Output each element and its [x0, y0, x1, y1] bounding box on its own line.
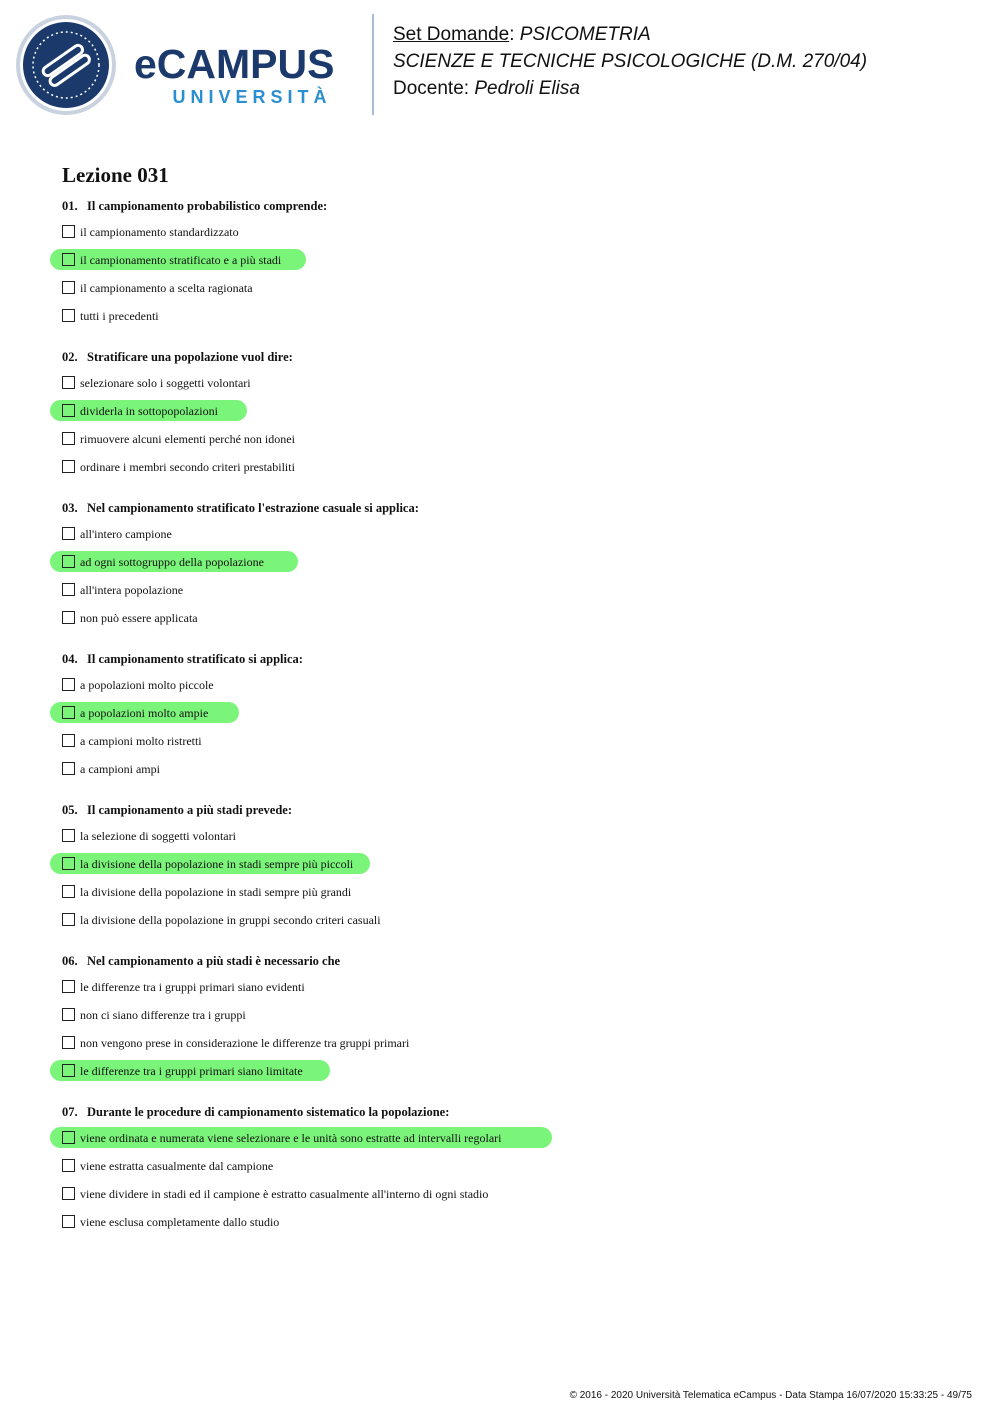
question-text	[62, 349, 942, 365]
question-label: Il campionamento stratificato si applica:	[87, 652, 303, 666]
page-footer: © 2016 - 2020 Università Telematica eCampus - Data Stampa 16/07/2020 15:33:25 - 49/75	[569, 1390, 972, 1401]
answer-checkbox[interactable]	[62, 1008, 75, 1021]
answer-checkbox[interactable]	[62, 734, 75, 747]
answer-checkbox[interactable]	[62, 829, 75, 842]
answer-label: a popolazioni molto ampie	[80, 706, 209, 720]
answer-checkbox[interactable]	[62, 527, 75, 540]
answer-option[interactable]	[62, 857, 942, 885]
answer-label: il campionamento stratificato e a più stadi	[80, 253, 282, 267]
ecampus-seal-icon	[15, 14, 117, 116]
answer-option[interactable]	[62, 309, 942, 337]
answer-option[interactable]	[62, 611, 942, 639]
answer-checkbox[interactable]	[62, 460, 75, 473]
answer-option[interactable]	[62, 734, 942, 762]
answer-label: ordinare i membri secondo criteri prestabiliti	[80, 460, 295, 474]
question-text	[62, 500, 942, 516]
answer-option[interactable]	[62, 253, 942, 281]
answer-option[interactable]	[62, 913, 942, 941]
teacher-label: Docente:	[393, 78, 475, 99]
question-block	[62, 1104, 942, 1243]
answer-checkbox[interactable]	[62, 1159, 75, 1172]
question-number: 05.	[62, 803, 78, 817]
answer-checkbox[interactable]	[62, 885, 75, 898]
question-label: Nel campionamento a più stadi è necessario che	[87, 954, 341, 968]
question-label: Durante le procedure di campionamento sistematico la popolazione:	[87, 1105, 450, 1119]
answer-option[interactable]	[62, 460, 942, 488]
set-separator: :	[509, 24, 520, 45]
answer-option[interactable]	[62, 404, 942, 432]
answer-option[interactable]	[62, 1131, 942, 1159]
answer-option[interactable]	[62, 980, 942, 1008]
answer-label: il campionamento a scelta ragionata	[80, 281, 253, 295]
answer-option[interactable]	[62, 1008, 942, 1036]
answer-option[interactable]	[62, 706, 942, 734]
answer-label: ad ogni sottogruppo della popolazione	[80, 555, 264, 569]
answer-label: viene ordinata e numerata viene selezionare e le unità sono estratte ad intervalli regolari	[80, 1131, 502, 1145]
header-divider	[372, 14, 374, 115]
answer-checkbox[interactable]	[62, 583, 75, 596]
question-number: 02.	[62, 350, 78, 364]
question-label: Il campionamento probabilistico comprende:	[87, 199, 328, 213]
answer-label: a popolazioni molto piccole	[80, 678, 214, 692]
question-label: Il campionamento a più stadi prevede:	[87, 803, 292, 817]
answer-label: non può essere applicata	[80, 611, 198, 625]
answer-checkbox[interactable]	[62, 376, 75, 389]
question-number: 04.	[62, 652, 78, 666]
answer-label: rimuovere alcuni elementi perché non idonei	[80, 432, 295, 446]
teacher-value: Pedroli Elisa	[474, 78, 580, 99]
answer-label: la divisione della popolazione in gruppi secondo criteri casuali	[80, 913, 381, 927]
answer-checkbox[interactable]	[62, 1215, 75, 1228]
answer-label: viene estratta casualmente dal campione	[80, 1159, 274, 1173]
answer-label: la divisione della popolazione in stadi sempre più piccoli	[80, 857, 354, 871]
answer-option[interactable]	[62, 1187, 942, 1215]
answer-label: all'intero campione	[80, 527, 172, 541]
question-number: 06.	[62, 954, 78, 968]
answer-checkbox[interactable]	[62, 225, 75, 238]
answer-checkbox[interactable]	[62, 611, 75, 624]
answer-label: dividerla in sottopopolazioni	[80, 404, 218, 418]
question-block	[62, 802, 942, 941]
question-text	[62, 953, 942, 969]
answer-checkbox[interactable]	[62, 762, 75, 775]
set-value: PSICOMETRIA	[519, 24, 651, 45]
question-label: Stratificare una popolazione vuol dire:	[87, 350, 293, 364]
answer-option[interactable]	[62, 432, 942, 460]
question-text	[62, 651, 942, 667]
answer-option[interactable]	[62, 1215, 942, 1243]
answer-label: viene esclusa completamente dallo studio	[80, 1215, 280, 1229]
question-text	[62, 802, 942, 818]
answer-checkbox[interactable]	[62, 432, 75, 445]
answer-option[interactable]	[62, 885, 942, 913]
question-block	[62, 198, 942, 337]
answer-checkbox[interactable]	[62, 253, 75, 266]
answer-option[interactable]	[62, 583, 942, 611]
answer-checkbox[interactable]	[62, 555, 75, 568]
answer-checkbox[interactable]	[62, 1036, 75, 1049]
answer-label: a campioni molto ristretti	[80, 734, 202, 748]
question-block	[62, 953, 942, 1092]
answer-checkbox[interactable]	[62, 281, 75, 294]
question-text	[62, 198, 942, 214]
answer-option[interactable]	[62, 762, 942, 790]
header-info	[393, 21, 867, 102]
question-block	[62, 500, 942, 639]
wordmark-subtitle: UNIVERSITÀ	[172, 87, 332, 107]
question-number: 07.	[62, 1105, 78, 1119]
answer-checkbox[interactable]	[62, 404, 75, 417]
wordmark-text: eCAMPUS	[134, 41, 335, 87]
answer-checkbox[interactable]	[62, 913, 75, 926]
answer-checkbox[interactable]	[62, 857, 75, 870]
question-block	[62, 349, 942, 488]
question-label: Nel campionamento stratificato l'estrazione casuale si applica:	[87, 501, 419, 515]
question-number: 03.	[62, 501, 78, 515]
question-block	[62, 651, 942, 790]
set-line	[393, 21, 867, 48]
answer-label: selezionare solo i soggetti volontari	[80, 376, 251, 390]
answer-label: non vengono prese in considerazione le differenze tra gruppi primari	[80, 1036, 410, 1050]
lesson-title: Lezione 031	[62, 163, 169, 187]
answer-label: non ci siano differenze tra i gruppi	[80, 1008, 246, 1022]
answer-checkbox[interactable]	[62, 678, 75, 691]
answer-checkbox[interactable]	[62, 980, 75, 993]
answer-checkbox[interactable]	[62, 1064, 75, 1077]
answer-label: le differenze tra i gruppi primari siano evidenti	[80, 980, 305, 994]
course-line: SCIENZE E TECNICHE PSICOLOGICHE (D.M. 270/04)	[393, 51, 868, 72]
answer-label: le differenze tra i gruppi primari siano limitate	[80, 1064, 303, 1078]
set-label: Set Domande	[393, 24, 510, 45]
answer-label: all'intera popolazione	[80, 583, 184, 597]
answer-checkbox[interactable]	[62, 1131, 75, 1144]
answer-label: viene dividere in stadi ed il campione è estratto casualmente all'interno di ogni stadio	[80, 1187, 489, 1201]
answer-label: tutti i precedenti	[80, 309, 159, 323]
answer-label: a campioni ampi	[80, 762, 160, 776]
answer-checkbox[interactable]	[62, 706, 75, 719]
answer-checkbox[interactable]	[62, 1187, 75, 1200]
ecampus-wordmark	[134, 42, 358, 112]
page-header	[0, 0, 1000, 130]
answer-checkbox[interactable]	[62, 309, 75, 322]
question-text	[62, 1104, 942, 1120]
answer-option[interactable]	[62, 555, 942, 583]
answer-label: il campionamento standardizzato	[80, 225, 239, 239]
answer-option[interactable]	[62, 1064, 942, 1092]
answer-label: la selezione di soggetti volontari	[80, 829, 236, 843]
answer-option[interactable]	[62, 281, 942, 309]
question-number: 01.	[62, 199, 78, 213]
teacher-line	[393, 75, 867, 102]
answer-label: la divisione della popolazione in stadi sempre più grandi	[80, 885, 352, 899]
answer-option[interactable]	[62, 1159, 942, 1187]
